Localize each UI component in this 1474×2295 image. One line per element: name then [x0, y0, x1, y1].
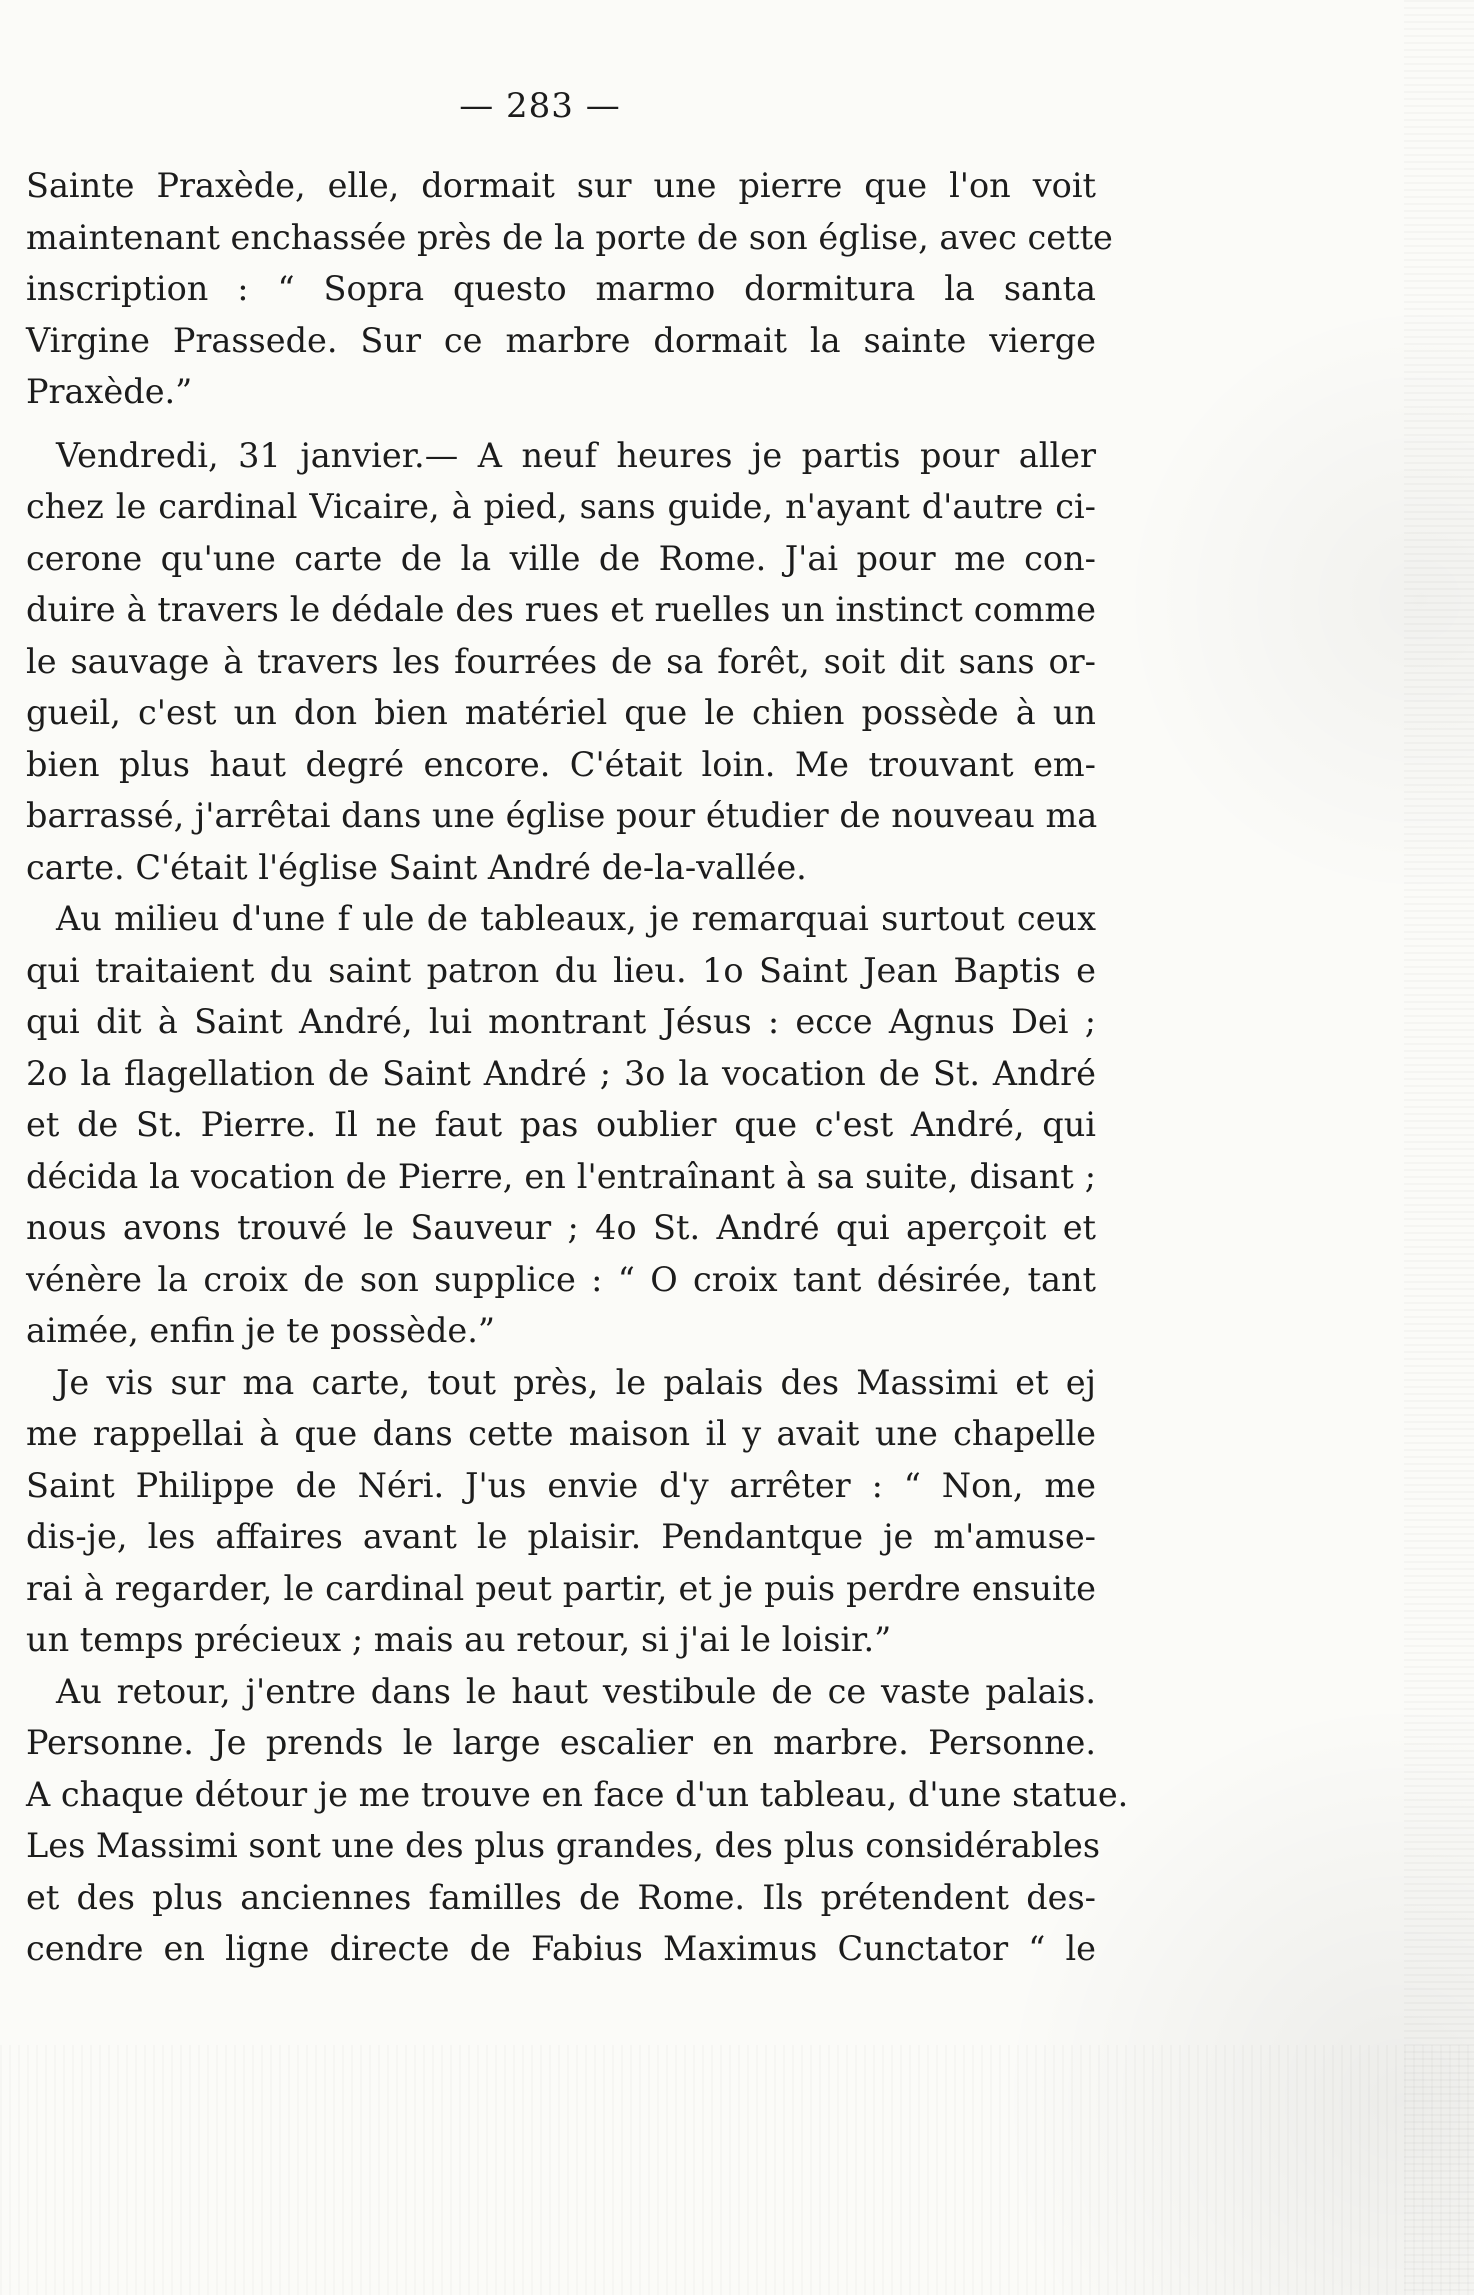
text-line: cendre en ligne directe de Fabius Maximus Cunctator “ le [26, 1929, 1096, 1968]
text-line: carte. C'était l'église Saint André de-la-vallée. [26, 847, 807, 887]
text-line: A chaque détour je me trouve en face d'un tableau, d'une statue. [26, 1774, 1129, 1814]
text-line: un temps précieux ; mais au retour, si j'ai le loisir.” [26, 1620, 892, 1659]
text-line: Saint Philippe de Néri. J'us envie d'y arrêter : “ Non, me [26, 1465, 1096, 1505]
text-line: duire à travers le dédale des rues et ruelles un instinct comme [26, 590, 1096, 629]
text-line: Sainte Praxède, elle, dormait sur une pierre que l'on voit [26, 166, 1096, 205]
page-bottom-speckle [0, 2045, 1474, 2295]
paragraph [26, 160, 1113, 418]
text-line: aimée, enfin je te possède.” [26, 1311, 496, 1350]
text-line: décida la vocation de Pierre, en l'entraînant à sa suite, disant ; [26, 1156, 1096, 1196]
text-line: et de St. Pierre. Il ne faut pas oublier que c'est André, qui [26, 1105, 1096, 1144]
text-line: Au retour, j'entre dans le haut vestibule de ce vaste palais. [56, 1671, 1096, 1711]
text-line: rai à regarder, le cardinal peut partir, et je puis perdre ensuite [26, 1568, 1096, 1608]
text-line: qui dit à Saint André, lui montrant Jésus : ecce Agnus Dei ; [26, 1002, 1096, 1041]
text-line: Au milieu d'une f ule de tableaux, je remarquai surtout ceux [56, 899, 1096, 938]
text-line: le sauvage à travers les fourrées de sa forêt, soit dit sans or- [26, 641, 1096, 681]
paragraph [26, 1666, 1129, 1975]
text-line: me rappellai à que dans cette maison il y avait une chapelle [26, 1414, 1096, 1453]
text-line: Vendredi, 31 janvier.— A neuf heures je partis pour aller [56, 435, 1096, 475]
page-number: — 283 — [459, 86, 621, 126]
text-line: Je vis sur ma carte, tout près, le palais des Massimi et ej [56, 1362, 1096, 1402]
text-line: cerone qu'une carte de la ville de Rome. J'ai pour me con- [26, 538, 1096, 578]
paragraph [26, 430, 1096, 894]
text-line: nous avons trouvé le Sauveur ; 4o St. André qui aperçoit et [26, 1208, 1096, 1247]
text-line: maintenant enchassée près de la porte de son église, avec cette [26, 217, 1113, 257]
text-line: gueil, c'est un don bien matériel que le chien possède à un [26, 693, 1096, 732]
text-line: Praxède.” [26, 372, 193, 411]
text-line: Les Massimi sont une des plus grandes, des plus considérables [26, 1826, 1101, 1865]
paragraph [26, 893, 1096, 1357]
text-line: barrassé, j'arrêtai dans une église pour étudier de nouveau ma [26, 796, 1098, 835]
body-text [26, 160, 1129, 1975]
text-line: vénère la croix de son supplice : “ O croix tant désirée, tant [26, 1259, 1096, 1299]
text-line: 2o la flagellation de Saint André ; 3o la vocation de St. André [26, 1053, 1096, 1093]
text-line: et des plus anciennes familles de Rome. Ils prétendent des- [26, 1877, 1096, 1917]
text-line: Personne. Je prends le large escalier en marbre. Personne. [26, 1723, 1096, 1762]
paragraph [26, 1357, 1096, 1666]
text-line: dis-je, les affaires avant le plaisir. Pendantque je m'amuse- [26, 1517, 1096, 1556]
text-line: bien plus haut degré encore. C'était loin. Me trouvant em- [26, 744, 1096, 784]
text-line: Virgine Prassede. Sur ce marbre dormait la sainte vierge [26, 320, 1096, 360]
page-edge-speckle [1404, 0, 1474, 2295]
text-line: chez le cardinal Vicaire, à pied, sans guide, n'ayant d'autre ci- [26, 487, 1096, 526]
text-line: inscription : “ Sopra questo marmo dormitura la santa [26, 269, 1096, 308]
text-line: qui traitaient du saint patron du lieu. 1o Saint Jean Baptis e [26, 950, 1096, 990]
